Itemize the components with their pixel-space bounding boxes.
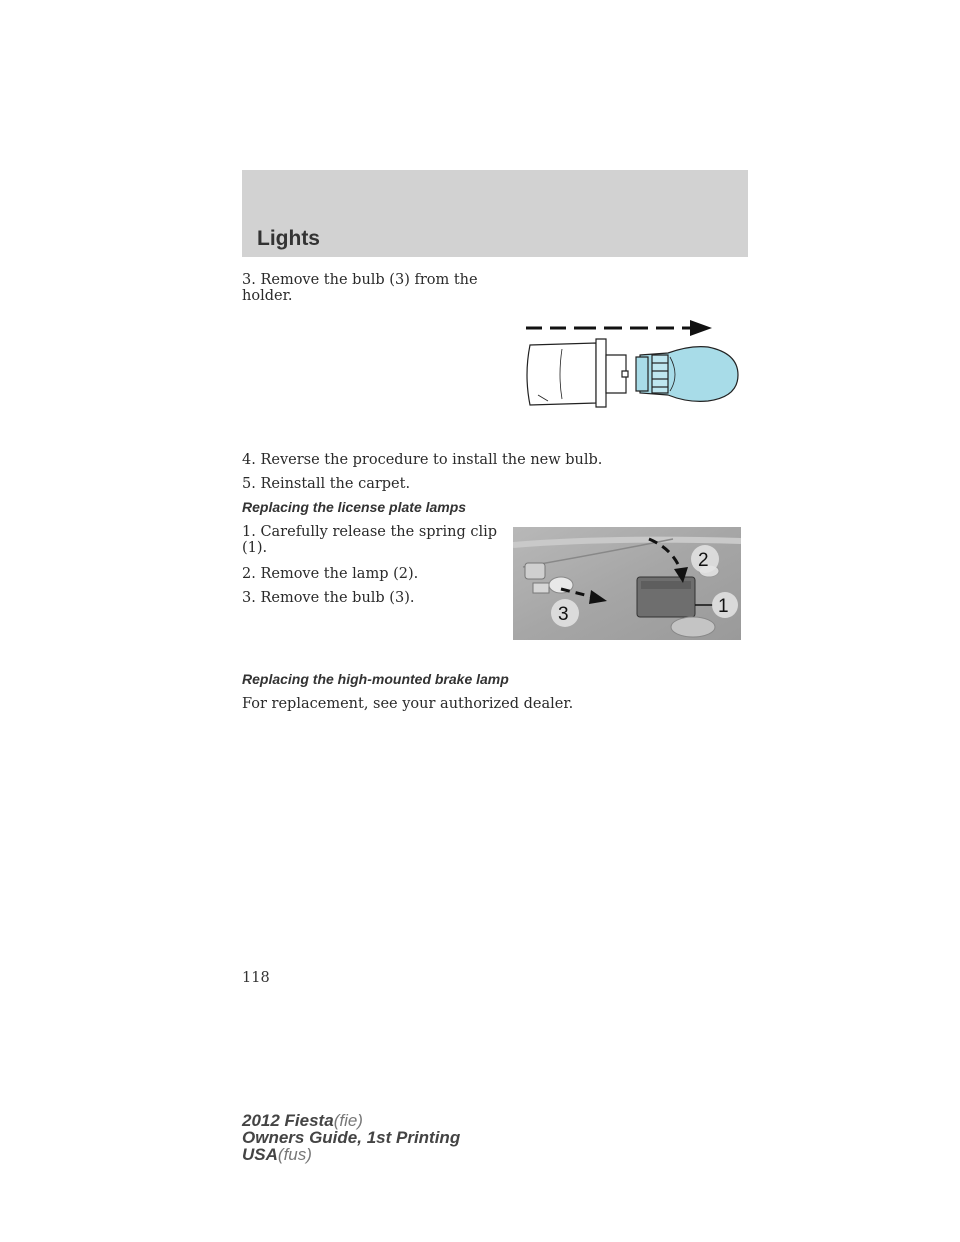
footer-model-code: (fie) (333, 1111, 363, 1130)
brake-lamp-text: For replacement, see your authorized dealer. (242, 696, 574, 712)
footer-region-code: (fus) (277, 1145, 312, 1164)
step-3-remove-bulb-holder: 3. Remove the bulb (3) from the holder. (242, 272, 478, 304)
license-step-1: 1. Carefully release the spring clip (1). (242, 524, 498, 556)
callout-2-label: 2 (698, 550, 709, 571)
callout-3 (551, 599, 579, 627)
callout-2 (691, 545, 719, 573)
bulb (636, 347, 738, 402)
license-plate-heading: Replacing the license plate lamps (242, 499, 467, 515)
footer-guide: Owners Guide, 1st Printing (242, 1128, 461, 1147)
footer-region: USA (242, 1145, 278, 1164)
callout-3-label: 3 (558, 604, 569, 625)
license-step-2: 2. Remove the lamp (2). (242, 566, 419, 582)
step-5-reinstall-carpet: 5. Reinstall the carpet. (242, 476, 411, 492)
license-plate-lamp-illustration (513, 527, 741, 640)
bulb-holder (527, 339, 628, 407)
direction-arrow-icon (526, 320, 712, 336)
section-title: Lights (257, 227, 320, 250)
footer-model: 2012 Fiesta (242, 1111, 334, 1130)
brake-lamp-heading: Replacing the high-mounted brake lamp (242, 671, 509, 687)
license-step-3: 3. Remove the bulb (3). (242, 590, 415, 606)
bulb-holder-illustration (518, 315, 750, 415)
step-4-reverse-procedure: 4. Reverse the procedure to install the new bulb. (242, 452, 603, 468)
page-number: 118 (242, 970, 270, 986)
footer (242, 1112, 460, 1163)
callout-1-label: 1 (718, 596, 729, 617)
